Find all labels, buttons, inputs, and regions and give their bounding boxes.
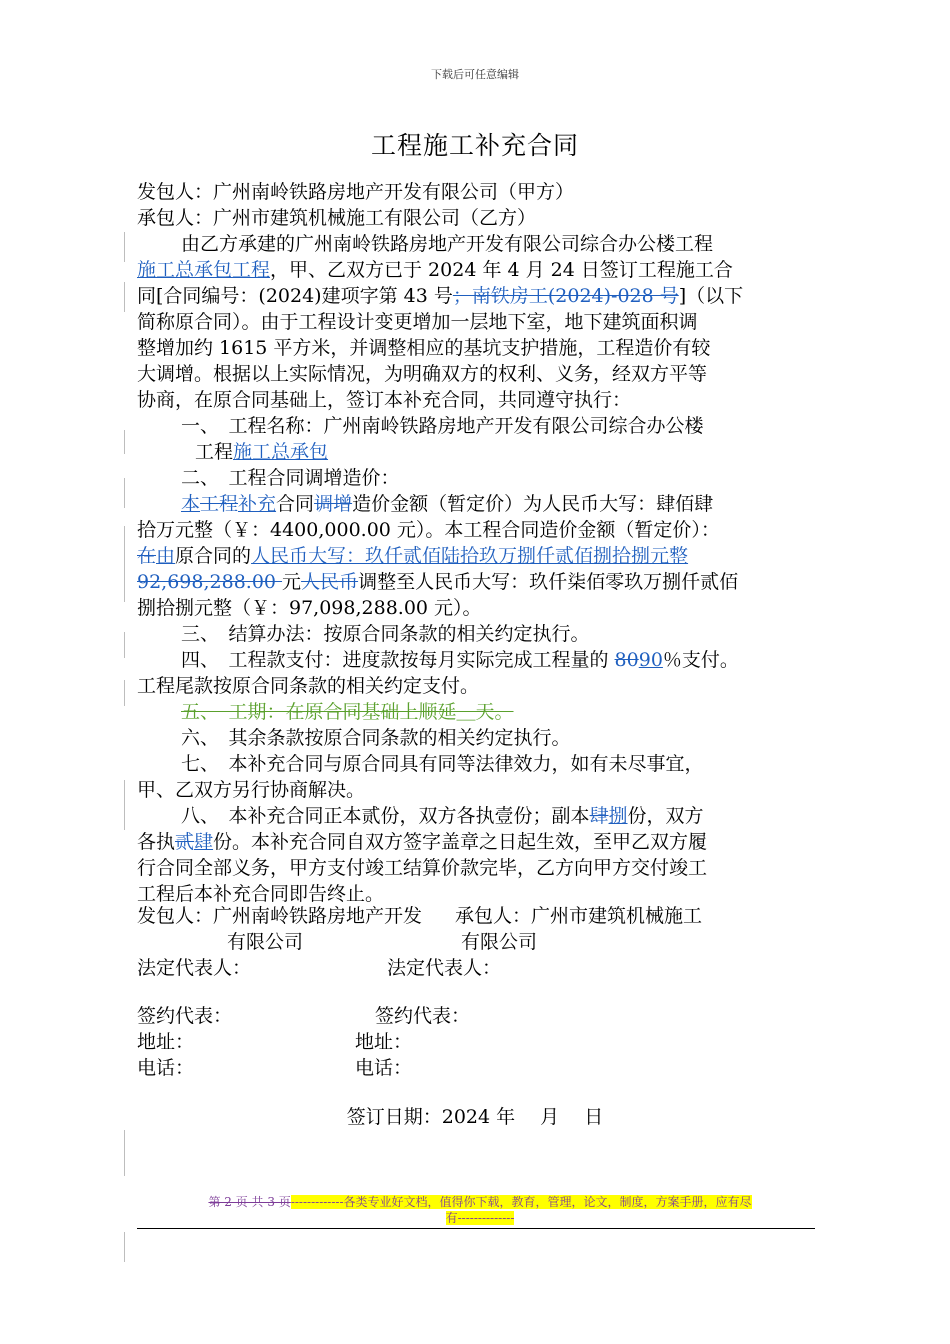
clause-text: 造价金额（暂定价）为人民币大写：肆佰肆: [352, 493, 714, 515]
change-bar: [124, 478, 125, 508]
clause-3: 三、 结算办法：按原合同条款的相关约定执行。: [181, 623, 590, 645]
inserted-text: 由: [156, 545, 176, 567]
clause-text: ％支付。: [662, 649, 739, 671]
clause-8-cont: 行合同全部义务，甲方支付竣工结算价款完毕，乙方向甲方交付竣工: [137, 857, 708, 879]
clause-6: 六、 其余条款按原合同条款的相关约定执行。: [181, 727, 571, 749]
employer-phone: 电话：: [137, 1057, 195, 1079]
change-bar: [124, 282, 125, 312]
clause-4-cont: 工程尾款按原合同条款的相关约定支付。: [137, 675, 480, 697]
inserted-text: 捌: [608, 805, 628, 827]
intro-text: 整增加约 1615 平方米，并调整相应的基坑支护措施，工程造价有较: [137, 337, 711, 359]
clause-7: 七、 本补充合同与原合同具有同等法律效力，如有未尽事宜，: [181, 753, 704, 775]
clause-text: 份。本补充合同自双方签字盖章之日起生效，至甲乙双方履: [213, 831, 708, 853]
deleted-text: 80: [614, 649, 639, 671]
clause-1-cont: [137, 439, 827, 465]
footer-ad-text: -------------各类专业好文档，值得你下载，教育，管理，论文，制度，方案手册，应有尽: [290, 1195, 752, 1209]
clause-2-line: [137, 491, 827, 517]
change-bar: [124, 680, 125, 706]
clause-2-line: 拾万元整（￥：4400,000.00 元）。本工程合同造价金额（暂定价）：: [137, 519, 720, 541]
clause-2-line: [137, 543, 827, 569]
contractor-legal-rep: 法定代表人：: [387, 957, 502, 979]
contract-body: [137, 179, 827, 907]
intro-text: ，甲、乙双方已于 2024 年 4 月 24 日签订工程施工合: [270, 259, 733, 281]
clause-text: 调整至人民币大写：玖仟柒佰零玖万捌仟贰佰: [358, 571, 739, 593]
employer-sign-rep: 签约代表：: [137, 1005, 233, 1027]
intro-text: 同[合同编号：(2024)建项字第 43 号: [137, 285, 453, 307]
clause-4: [137, 647, 827, 673]
header-note: 下载后可任意编辑: [431, 68, 519, 81]
intro-text: 协商，在原合同基础上，签订本补充合同，共同遵守执行：: [137, 389, 632, 411]
clause-2-line: [137, 569, 827, 595]
deleted-text: 贰: [175, 831, 195, 853]
change-bar: [124, 1232, 125, 1262]
deleted-clause-5: 五、 工期：在原合同基础上顺延＿天。: [181, 701, 514, 723]
footer-ad-text: 有--------------: [445, 1211, 515, 1225]
clause-7-cont: 甲、乙双方另行协商解决。: [137, 779, 366, 801]
employer-legal-rep: 法定代表人：: [137, 957, 252, 979]
clause-text: 各执: [137, 831, 176, 853]
intro-text: ]（以下: [678, 285, 744, 307]
clause-text: 原合同的: [175, 545, 252, 567]
footer-divider: [137, 1228, 815, 1229]
inserted-text: 人民币大写：玖仟贰佰陆拾玖万捌仟贰佰捌拾捌元整: [251, 545, 689, 567]
intro-text: 由乙方承建的广州南岭铁路房地产开发有限公司综合办公楼工程: [181, 233, 714, 255]
clause-text: 合同: [276, 493, 315, 515]
deleted-text: 在: [137, 545, 157, 567]
inserted-text: 肆: [194, 831, 214, 853]
clause-8: [137, 803, 827, 829]
contractor-signature-label-cont: 有限公司: [461, 931, 538, 953]
change-bar: [124, 780, 125, 830]
page-footer: [150, 1194, 810, 1226]
intro-paragraph: [137, 231, 827, 257]
inserted-text: 施工总承包: [233, 441, 329, 463]
deleted-text: 92,698,288.00: [137, 571, 283, 593]
intro-text: 大调增。根据以上实际情况，为明确双方的权利、义务，经双方平等: [137, 363, 708, 385]
contractor-line: 承包人：广州市建筑机械施工有限公司（乙方）: [137, 207, 537, 229]
contractor-signature-label: 承包人：广州市建筑机械施工: [455, 905, 703, 927]
intro-text: 简称原合同）。由于工程设计变更增加一层地下室，地下建筑面积调: [137, 311, 698, 333]
signature-block: [137, 903, 857, 1081]
clause-text: 工程: [195, 441, 234, 463]
inserted-text: 补充: [238, 493, 277, 515]
clause-8-cont: 工程后本补充合同即告终止。: [137, 883, 385, 905]
contractor-phone: 电话：: [355, 1057, 413, 1079]
inserted-text: 本: [181, 493, 201, 515]
clause-text: 四、 工程款支付：进度款按每月实际完成工程量的: [181, 649, 615, 671]
deleted-text: 肆: [589, 805, 609, 827]
change-bar: [124, 1130, 125, 1176]
change-bar: [124, 526, 125, 602]
clause-text: 八、 本补充合同正本贰份，双方各执壹份；副本: [181, 805, 590, 827]
deleted-text: ；南铁房工(2024)-028 号: [452, 285, 679, 307]
clause-text: 份，双方: [627, 805, 704, 827]
sign-date: 签订日期：2024 年 月 日: [346, 1106, 604, 1128]
deleted-text: 工程: [200, 493, 239, 515]
clause-2-heading: 二、 工程合同调增造价：: [181, 467, 400, 489]
clause-text: 元: [282, 571, 302, 593]
change-bar: [124, 430, 125, 454]
inserted-text: 施工总承包工程: [137, 259, 271, 281]
employer-address: 地址：: [137, 1031, 195, 1053]
employer-line: 发包人：广州南岭铁路房地产开发有限公司（甲方）: [137, 181, 575, 203]
contractor-sign-rep: 签约代表：: [375, 1005, 471, 1027]
document-title: 工程施工补充合同: [370, 131, 579, 160]
deleted-text: 调增: [314, 493, 353, 515]
contractor-address: 地址：: [355, 1031, 413, 1053]
clause-1: 一、 工程名称：广州南岭铁路房地产开发有限公司综合办公楼: [181, 415, 704, 437]
change-bar: [124, 632, 125, 658]
change-bar: [124, 232, 125, 262]
inserted-text: 90: [638, 649, 663, 671]
page-number: 第 2 页 共 3 页: [208, 1195, 291, 1209]
employer-signature-label-cont: 有限公司: [227, 931, 304, 953]
deleted-text: 人民币: [301, 571, 359, 593]
clause-2-line: 捌拾捌元整（￥：97,098,288.00 元）。: [137, 597, 482, 619]
clause-8-cont: [137, 829, 827, 855]
employer-signature-label: 发包人：广州南岭铁路房地产开发: [137, 905, 423, 927]
